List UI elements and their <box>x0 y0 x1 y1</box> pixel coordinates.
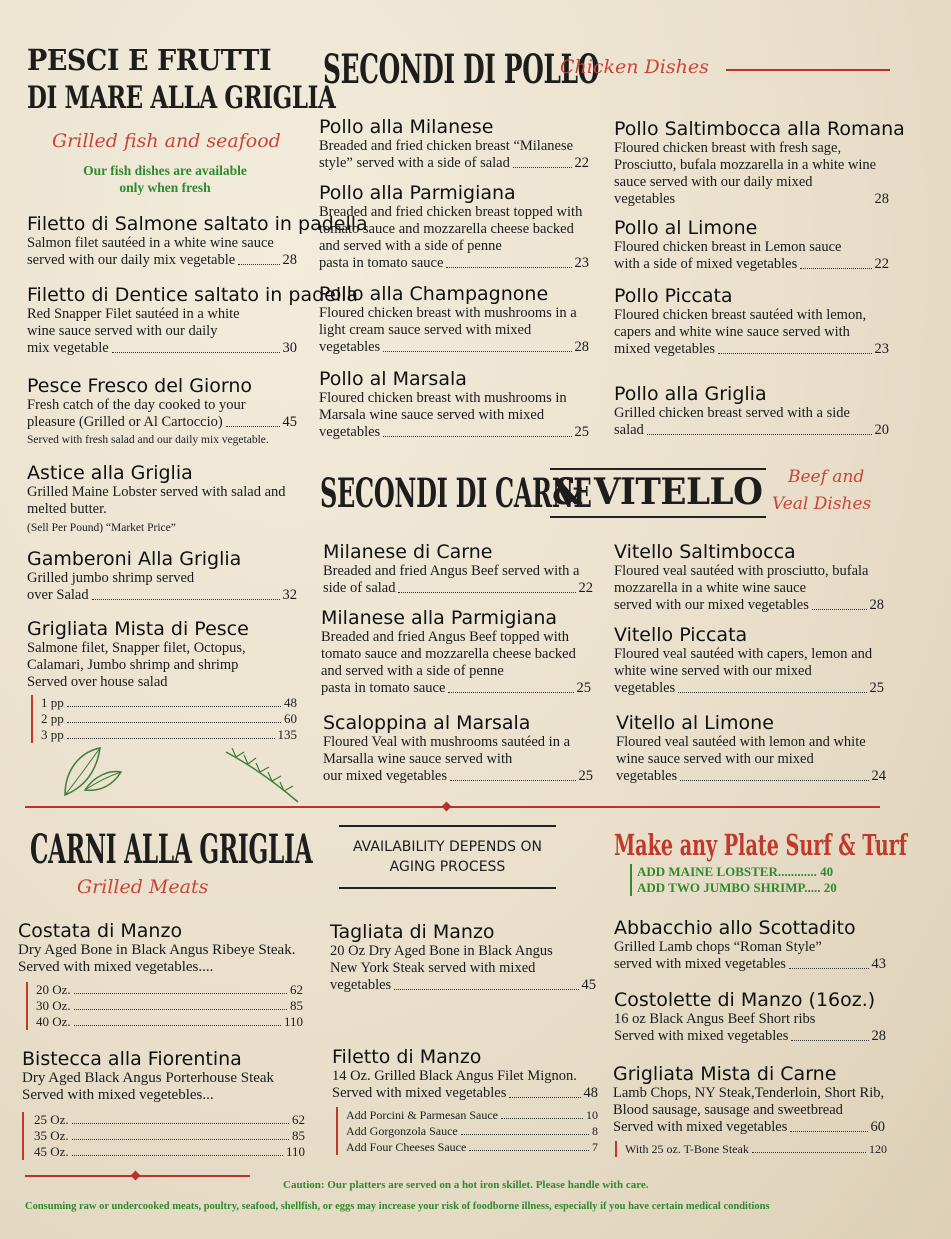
beef-subtitle-line1: Beef and <box>788 467 865 487</box>
menu-item <box>332 1046 598 1155</box>
item-name: Pollo alla Milanese <box>319 116 494 138</box>
item-desc: Salmone filet, Snapper filet, Octopus, Calamari, Jumbo shrimp and shrimp Served over house salad <box>27 640 246 690</box>
item-price-line: salad 20 <box>614 422 889 438</box>
item-price-line: vegetables 25 <box>614 680 884 696</box>
item-name: Milanese di Carne <box>323 541 493 563</box>
item-name: Pesce Fresco del Giorno <box>27 375 253 397</box>
menu-item <box>614 989 886 1045</box>
item-price-line: pleasure (Grilled or Al Cartoccio) 45 <box>27 414 297 430</box>
caution-note: Caution: Our platters are served on a hot iron skillet. Please handle with care. <box>283 1179 649 1191</box>
weight-row: 30 Oz. 85 <box>36 998 303 1013</box>
menu-item <box>319 283 589 356</box>
item-price-line: vegetables 28 <box>319 339 589 355</box>
item-price: 45 <box>282 414 297 430</box>
sauce-row: Add Porcini & Parmesan Sauce 10 <box>346 1108 598 1122</box>
menu-item <box>27 618 297 743</box>
item-price-line: over Salad 32 <box>27 587 297 603</box>
chicken-subtitle: Chicken Dishes <box>560 56 709 78</box>
item-desc: Grilled chicken breast served with a side <box>614 405 850 421</box>
sauce-row: Add Gorgonzola Sauce 8 <box>346 1124 598 1138</box>
menu-item <box>614 917 886 973</box>
item-name: Grigliata Mista di Pesce <box>27 618 249 640</box>
menu-item <box>614 217 889 273</box>
menu-item <box>27 462 303 535</box>
menu-item <box>22 1048 305 1160</box>
fish-fresh-note: Our fish dishes are available only when fresh <box>83 163 247 195</box>
item-desc: Floured chicken breast with fresh sage, Prosciutto, bufala mozzarella in a white wine sauce served with our daily mixed <box>614 140 877 190</box>
item-desc: 16 oz Black Angus Beef Short ribs <box>614 1011 816 1027</box>
item-name: Bistecca alla Fiorentina <box>22 1048 242 1070</box>
item-name: Vitello Piccata <box>614 624 748 646</box>
item-name: Pollo alla Champagnone <box>319 283 549 305</box>
menu-item <box>613 1063 898 1157</box>
item-desc: Grilled jumbo shrimp served <box>27 570 195 586</box>
divider-ornament <box>442 802 452 812</box>
weight-row: 25 Oz. 62 <box>34 1112 305 1127</box>
item-desc: Breaded and fried Angus Beef topped with tomato sauce and mozzarella cheese backed and served with a side of penne <box>321 629 576 679</box>
veal-title: & VITELLO <box>552 471 763 513</box>
item-name: Abbacchio allo Scottadito <box>614 917 856 939</box>
fish-title-line2: DI MARE ALLA GRIGLIA <box>27 80 336 116</box>
tbone-row: With 25 oz. T-Bone Steak 120 <box>625 1142 887 1156</box>
menu-item <box>319 368 589 441</box>
grill-subtitle: Grilled Meats <box>77 876 209 898</box>
weight-list <box>22 1112 305 1160</box>
item-name: Astice alla Griglia <box>27 462 193 484</box>
item-price-line: side of salad 22 <box>323 580 593 596</box>
item-desc: Served with mixed vegetebles... <box>22 1087 214 1103</box>
menu-item <box>614 285 889 358</box>
item-desc: Floured chicken breast with mushrooms in a light cream sauce served with mixed <box>319 305 577 338</box>
item-name: Filetto di Salmone saltato in padella <box>27 213 368 235</box>
chicken-title: SECONDI DI POLLO <box>323 46 600 93</box>
fish-subtitle: Grilled fish and seafood <box>52 130 281 152</box>
addon-lobster: ADD MAINE LOBSTER............ 40 <box>637 864 834 879</box>
menu-item <box>614 118 905 208</box>
item-name: Filetto di Manzo <box>332 1046 482 1068</box>
item-price-line: Served with mixed vegetables 60 <box>613 1119 885 1135</box>
item-note: (Sell Per Pound) “Market Price” <box>27 522 176 534</box>
section-divider <box>25 806 880 808</box>
menu-item <box>27 284 359 357</box>
item-price-line: pasta in tomato sauce 25 <box>321 680 591 696</box>
menu-item <box>323 712 593 785</box>
weight-row: 35 Oz. 85 <box>34 1128 305 1143</box>
item-price-line: pasta in tomato sauce 23 <box>319 255 589 271</box>
item-desc: Grilled Maine Lobster served with salad and melted butter. <box>27 484 286 517</box>
surf-turf-addons <box>630 864 837 896</box>
item-desc: Served with mixed vegetables.... <box>18 959 214 975</box>
item-desc: Dry Aged Black Angus Porterhouse Steak <box>22 1070 275 1086</box>
item-price-line: our mixed vegetables 25 <box>323 768 593 784</box>
item-name: Pollo al Limone <box>614 217 758 239</box>
menu-item <box>614 624 884 697</box>
chicken-title-rule <box>726 69 890 71</box>
weight-list <box>26 982 303 1030</box>
item-name: Filetto di Dentice saltato in padella <box>27 284 359 306</box>
item-price-line: Served with mixed vegetables 28 <box>614 1028 886 1044</box>
availability-note: AVAILABILITY DEPENDS ON AGING PROCESS <box>353 839 542 875</box>
menu-item <box>321 607 591 697</box>
item-price-line: served with our daily mix vegetable 28 <box>27 252 297 268</box>
item-desc: Salmon filet sautéed in a white wine sauce <box>27 235 274 251</box>
item-desc: 14 Oz. Grilled Black Angus Filet Mignon. <box>332 1068 577 1084</box>
item-name: Scaloppina al Marsala <box>323 712 531 734</box>
menu-item <box>27 548 297 604</box>
item-name: Milanese alla Parmigiana <box>321 607 558 629</box>
item-name: Pollo Piccata <box>614 285 733 307</box>
sauce-row: Add Four Cheeses Sauce 7 <box>346 1140 598 1154</box>
item-price-line: vegetables 24 <box>616 768 886 784</box>
footer-ornament <box>131 1171 141 1181</box>
item-desc: Grilled Lamb chops “Roman Style” <box>614 939 822 955</box>
item-name: Pollo Saltimbocca alla Romana <box>614 118 905 140</box>
tbone-list <box>615 1141 887 1157</box>
item-name: Vitello al Limone <box>616 712 774 734</box>
menu-item <box>330 921 596 994</box>
item-price-line: style” served with a side of salad 22 <box>319 155 589 171</box>
item-name: Gamberoni Alla Griglia <box>27 548 242 570</box>
portion-list <box>31 695 297 743</box>
portion-row: 1 pp 48 <box>41 695 297 710</box>
sauce-list <box>336 1107 598 1155</box>
item-name: Pollo alla Griglia <box>614 383 767 405</box>
rosemary-illustration <box>222 746 302 806</box>
menu-item <box>323 541 593 597</box>
item-desc: Floured chicken breast in Lemon sauce <box>614 239 842 255</box>
beef-title: SECONDI DI CARNE <box>320 470 592 517</box>
item-name: Costata di Manzo <box>18 920 183 942</box>
item-desc: Floured chicken breast with mushrooms in Marsala wine sauce served with mixed <box>319 390 567 423</box>
item-name: Vitello Saltimbocca <box>614 541 796 563</box>
beef-subtitle-line2: Veal Dishes <box>772 494 872 514</box>
weight-row: 20 Oz. 62 <box>36 982 303 997</box>
item-desc: 20 Oz Dry Aged Bone in Black Angus New York Steak served with mixed <box>330 943 553 976</box>
item-desc: Dry Aged Bone in Black Angus Ribeye Steak. <box>18 942 296 958</box>
item-desc: Red Snapper Filet sautéed in a white wine sauce served with our daily <box>27 306 240 339</box>
menu-item <box>614 541 884 614</box>
weight-row: 40 Oz. 110 <box>36 1014 303 1029</box>
menu-item <box>319 116 589 172</box>
item-name: Grigliata Mista di Carne <box>613 1063 837 1085</box>
item-desc: Floured veal sautéed with lemon and white wine sauce served with our mixed <box>616 734 866 767</box>
item-name: Pollo alla Parmigiana <box>319 182 516 204</box>
item-desc: Floured veal sautéed with prosciutto, bufala mozzarella in a white wine sauce <box>614 563 869 596</box>
grill-title: CARNI ALLA GRIGLIA <box>30 826 313 873</box>
menu-item <box>27 213 368 269</box>
portion-row: 2 pp 60 <box>41 711 297 726</box>
portion-row: 3 pp 135 <box>41 727 297 742</box>
item-name: Costolette di Manzo (16oz.) <box>614 989 876 1011</box>
item-desc: Fresh catch of the day cooked to your <box>27 397 246 413</box>
menu-item <box>616 712 886 785</box>
item-price-line: vegetables 25 <box>319 424 589 440</box>
basil-leaf-illustration <box>55 740 125 800</box>
fish-title-line1: PESCI E FRUTTI <box>27 43 272 77</box>
item-desc: Breaded and fried chicken breast “Milanese <box>319 138 574 154</box>
item-note: Served with fresh salad and our daily mix vegetable. <box>27 434 269 446</box>
item-desc: Breaded and fried Angus Beef served with a <box>323 563 580 579</box>
item-desc: Floured Veal with mushrooms sautéed in a Marsalla wine sauce served with <box>323 734 571 767</box>
item-price-line: served with mixed vegetables 43 <box>614 956 886 972</box>
item-desc: Breaded and fried chicken breast topped with tomato sauce and mozzarella cheese backed and served with a side of penne <box>319 204 583 254</box>
item-price-line: vegetables 28 <box>614 191 889 207</box>
item-price-line: Served with mixed vegetables 48 <box>332 1085 598 1101</box>
menu-item <box>319 182 589 272</box>
addon-shrimp: ADD TWO JUMBO SHRIMP..... 20 <box>637 880 837 895</box>
item-price: 28 <box>282 252 297 268</box>
menu-item <box>27 375 297 447</box>
item-price-line: mix vegetable 30 <box>27 340 297 356</box>
menu-item <box>614 383 889 439</box>
foodborne-warning: Consuming raw or undercooked meats, poultry, seafood, shellfish, or eggs may increase your risk of foodborne illness, especially if you have certain medical conditions <box>25 1201 770 1212</box>
item-desc: Floured chicken breast sautéed with lemon, capers and white wine sauce served with <box>614 307 867 340</box>
item-price-line: vegetables 45 <box>330 977 596 993</box>
item-price: 32 <box>282 587 297 603</box>
item-name: Pollo al Marsala <box>319 368 467 390</box>
weight-row: 45 Oz. 110 <box>34 1144 305 1159</box>
availability-box <box>339 825 556 889</box>
item-price: 30 <box>282 340 297 356</box>
item-price-line: with a side of mixed vegetables 22 <box>614 256 889 272</box>
menu-item <box>18 920 303 1030</box>
surf-turf-title: Make any Plate Surf & Turf <box>614 828 907 862</box>
item-desc: Lamb Chops, NY Steak,Tenderloin, Short Rib, Blood sausage, sausage and sweetbread <box>613 1085 885 1118</box>
item-desc: Floured veal sautéed with capers, lemon and white wine served with our mixed <box>614 646 873 679</box>
item-name: Tagliata di Manzo <box>330 921 495 943</box>
item-price-line: mixed vegetables 23 <box>614 341 889 357</box>
item-price-line: served with our mixed vegetables 28 <box>614 597 884 613</box>
